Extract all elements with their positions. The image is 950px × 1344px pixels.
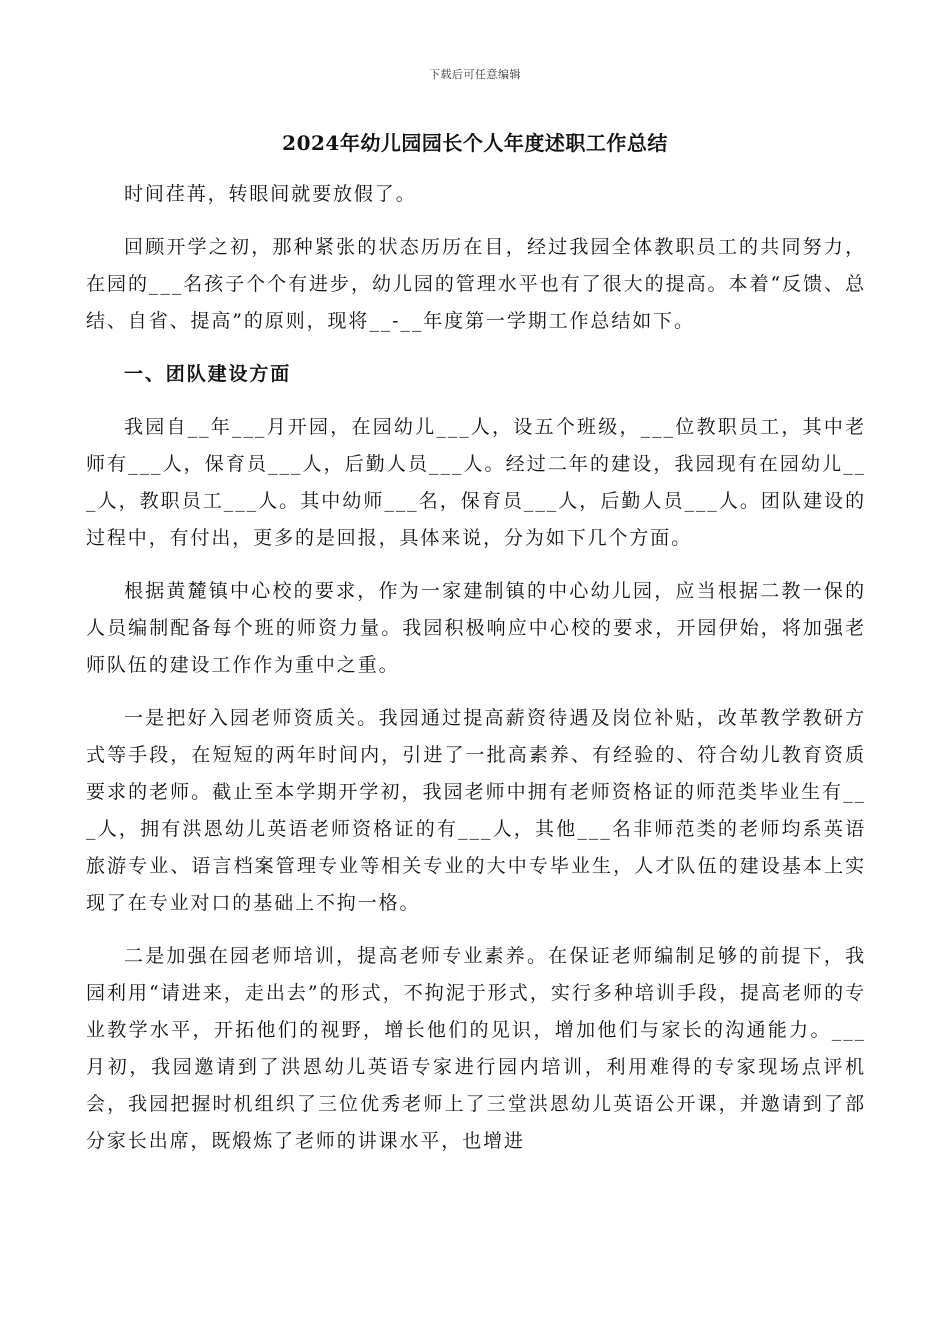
paragraph-review: 回顾开学之初，那种紧张的状态历历在目，经过我园全体教职员工的共同努力，在园的___名孩子个个有进步，幼儿园的管理水平也有了很大的提高。本着“反馈、总结、自省、提高”的原则，现将__-__年度第一学期工作总结如下。 xyxy=(86,236,866,332)
paragraph-intro: 时间荏苒，转眼间就要放假了。 xyxy=(124,183,417,205)
paragraph-staff-numbers: 我园自__年___月开园，在园幼儿___人，设五个班级，___位教职员工，其中老师有___人，保育员___人，后勤人员___人。经过二年的建设，我园现有在园幼儿___人，教职员工___人。其中幼师___名，保育员___人，后勤人员___人。团队建设的过程中，有付出，更多的是回报，具体来说，分为如下几个方面。 xyxy=(86,416,866,549)
paragraph-training: 二是加强在园老师培训，提高老师专业素养。在保证老师编制足够的前提下，我园利用“请进来，走出去”的形式，不拘泥于形式，实行多种培训手段，提高老师的专业教学水平，开拓他们的视野，增长他们的见识，增加他们与家长的沟通能力。___月初，我园邀请到了洪恩幼儿英语专家进行园内培训，利用难得的专家现场点评机会，我园把握时机组织了三位优秀老师上了三堂洪恩幼儿英语公开课，并邀请到了部分家长出席，既煅炼了老师的讲课水平，也增进 xyxy=(86,945,866,1152)
paragraph-qualifications: 一是把好入园老师资质关。我园通过提高薪资待遇及岗位补贴，改革教学教研方式等手段，在短短的两年时间内，引进了一批高素养、有经验的、符合幼儿教育资质要求的老师。截止至本学期开学初，我园老师中拥有老师资格证的师范类毕业生有___人，拥有洪恩幼儿英语老师资格证的有___人，其他___名非师范类的老师均系英语旅游专业、语言档案管理专业等相关专业的大中专毕业生，人才队伍的建设基本上实现了在专业对口的基础上不拘一格。 xyxy=(86,707,866,914)
header-note: 下载后可任意编辑 xyxy=(429,68,521,81)
document-title: 2024年幼儿园园长个人年度述职工作总结 xyxy=(282,131,668,155)
paragraph-requirements: 根据黄麓镇中心校的要求，作为一家建制镇的中心幼儿园，应当根据二教一保的人员编制配备每个班的师资力量。我园积极响应中心校的要求，开园伊始，将加强老师队伍的建设工作作为重中之重。 xyxy=(86,580,866,676)
document-body xyxy=(86,176,866,1176)
section-heading-team: 一、团队建设方面 xyxy=(124,363,292,385)
